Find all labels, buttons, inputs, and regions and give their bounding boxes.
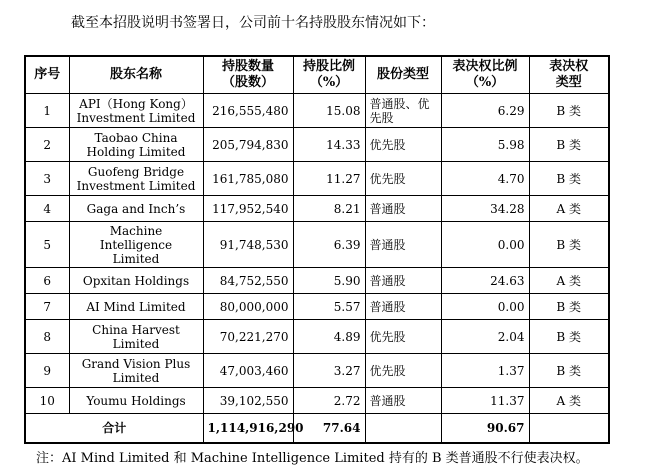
cell-no: 2 [25,128,69,162]
cell-shares: 70,221,270 [203,320,293,354]
top-ten-shareholders-table [24,55,610,444]
cell-vote-ratio: 4.70 [441,162,529,196]
cell-shares: 117,952,540 [203,196,293,222]
cell-share-type: 优先股 [365,162,441,196]
cell-vote-ratio: 24.63 [441,268,529,294]
cell-vote-ratio: 11.37 [441,388,529,414]
cell-vote-type: B 类 [529,128,609,162]
cell-vote-ratio: 34.28 [441,196,529,222]
cell-shareholder-name: China Harvest Limited [69,320,203,354]
cell-shareholder-name: AI Mind Limited [69,294,203,320]
cell-vote-ratio: 2.04 [441,320,529,354]
cell-shares: 84,752,550 [203,268,293,294]
cell-vote-type: B 类 [529,162,609,196]
cell-shareholder-name: Grand Vision Plus Limited [69,354,203,388]
cell-no: 7 [25,294,69,320]
table-row [25,294,609,320]
cell-ratio: 11.27 [293,162,365,196]
header-vote-type: 表决权 类型 [529,56,609,94]
cell-vote-type: A 类 [529,196,609,222]
cell-shares: 39,102,550 [203,388,293,414]
cell-vote-ratio: 6.29 [441,94,529,128]
table-row [25,222,609,268]
cell-share-type: 普通股 [365,268,441,294]
cell-ratio: 14.33 [293,128,365,162]
table-row [25,94,609,128]
total-vote-ratio: 90.67 [441,414,529,444]
cell-no: 6 [25,268,69,294]
cell-share-type: 普通股 [365,294,441,320]
header-vote-ratio: 表决权比例 （%） [441,56,529,94]
cell-ratio: 8.21 [293,196,365,222]
intro-text: 截至本招股说明书签署日，公司前十名持股股东情况如下： [71,15,435,31]
total-share-type-empty [365,414,441,444]
cell-vote-type: A 类 [529,388,609,414]
header-share-type: 股份类型 [365,56,441,94]
footnote: 注：AI Mind Limited 和 Machine Intelligence Limited 持有的 B 类普通股不行使表决权。 [36,451,589,466]
cell-ratio: 5.90 [293,268,365,294]
cell-shares: 161,785,080 [203,162,293,196]
cell-no: 3 [25,162,69,196]
cell-share-type: 普通股 [365,388,441,414]
header-name: 股东名称 [69,56,203,94]
cell-shareholder-name: Opxitan Holdings [69,268,203,294]
cell-share-type: 普通股 [365,222,441,268]
cell-no: 9 [25,354,69,388]
table-row [25,320,609,354]
table-row [25,268,609,294]
cell-vote-type: B 类 [529,294,609,320]
cell-share-type: 普通股 [365,196,441,222]
header-no: 序号 [25,56,69,94]
cell-no: 4 [25,196,69,222]
cell-no: 1 [25,94,69,128]
cell-share-type: 普通股、优 先股 [365,94,441,128]
table-header-row [25,56,609,94]
cell-no: 8 [25,320,69,354]
cell-vote-ratio: 0.00 [441,222,529,268]
cell-ratio: 6.39 [293,222,365,268]
cell-shareholder-name: Guofeng Bridge Investment Limited [69,162,203,196]
table-row [25,354,609,388]
cell-shares: 47,003,460 [203,354,293,388]
table-row [25,196,609,222]
total-shares: 1,114,916,290 [203,414,293,444]
cell-shareholder-name: Gaga and Inch’s [69,196,203,222]
cell-vote-ratio: 5.98 [441,128,529,162]
cell-shares: 80,000,000 [203,294,293,320]
header-ratio: 持股比例 （%） [293,56,365,94]
cell-share-type: 优先股 [365,320,441,354]
cell-ratio: 15.08 [293,94,365,128]
total-row [25,414,609,444]
cell-no: 10 [25,388,69,414]
cell-vote-type: B 类 [529,354,609,388]
cell-shareholder-name: Machine Intelligence Limited [69,222,203,268]
cell-vote-type: B 类 [529,94,609,128]
cell-vote-type: B 类 [529,320,609,354]
table-row [25,162,609,196]
cell-shares: 91,748,530 [203,222,293,268]
total-vote-type-empty [529,414,609,444]
cell-shareholder-name: Youmu Holdings [69,388,203,414]
table-row [25,128,609,162]
cell-vote-ratio: 1.37 [441,354,529,388]
cell-vote-ratio: 0.00 [441,294,529,320]
cell-no: 5 [25,222,69,268]
cell-shareholder-name: Taobao China Holding Limited [69,128,203,162]
cell-ratio: 2.72 [293,388,365,414]
cell-ratio: 3.27 [293,354,365,388]
cell-vote-type: A 类 [529,268,609,294]
cell-shareholder-name: API（Hong Kong） Investment Limited [69,94,203,128]
cell-shares: 205,794,830 [203,128,293,162]
cell-ratio: 4.89 [293,320,365,354]
cell-share-type: 优先股 [365,128,441,162]
table-row [25,388,609,414]
cell-ratio: 5.57 [293,294,365,320]
header-shares: 持股数量 （股数） [203,56,293,94]
total-ratio: 77.64 [293,414,365,444]
cell-shares: 216,555,480 [203,94,293,128]
total-label: 合计 [25,414,203,444]
cell-share-type: 优先股 [365,354,441,388]
cell-vote-type: B 类 [529,222,609,268]
